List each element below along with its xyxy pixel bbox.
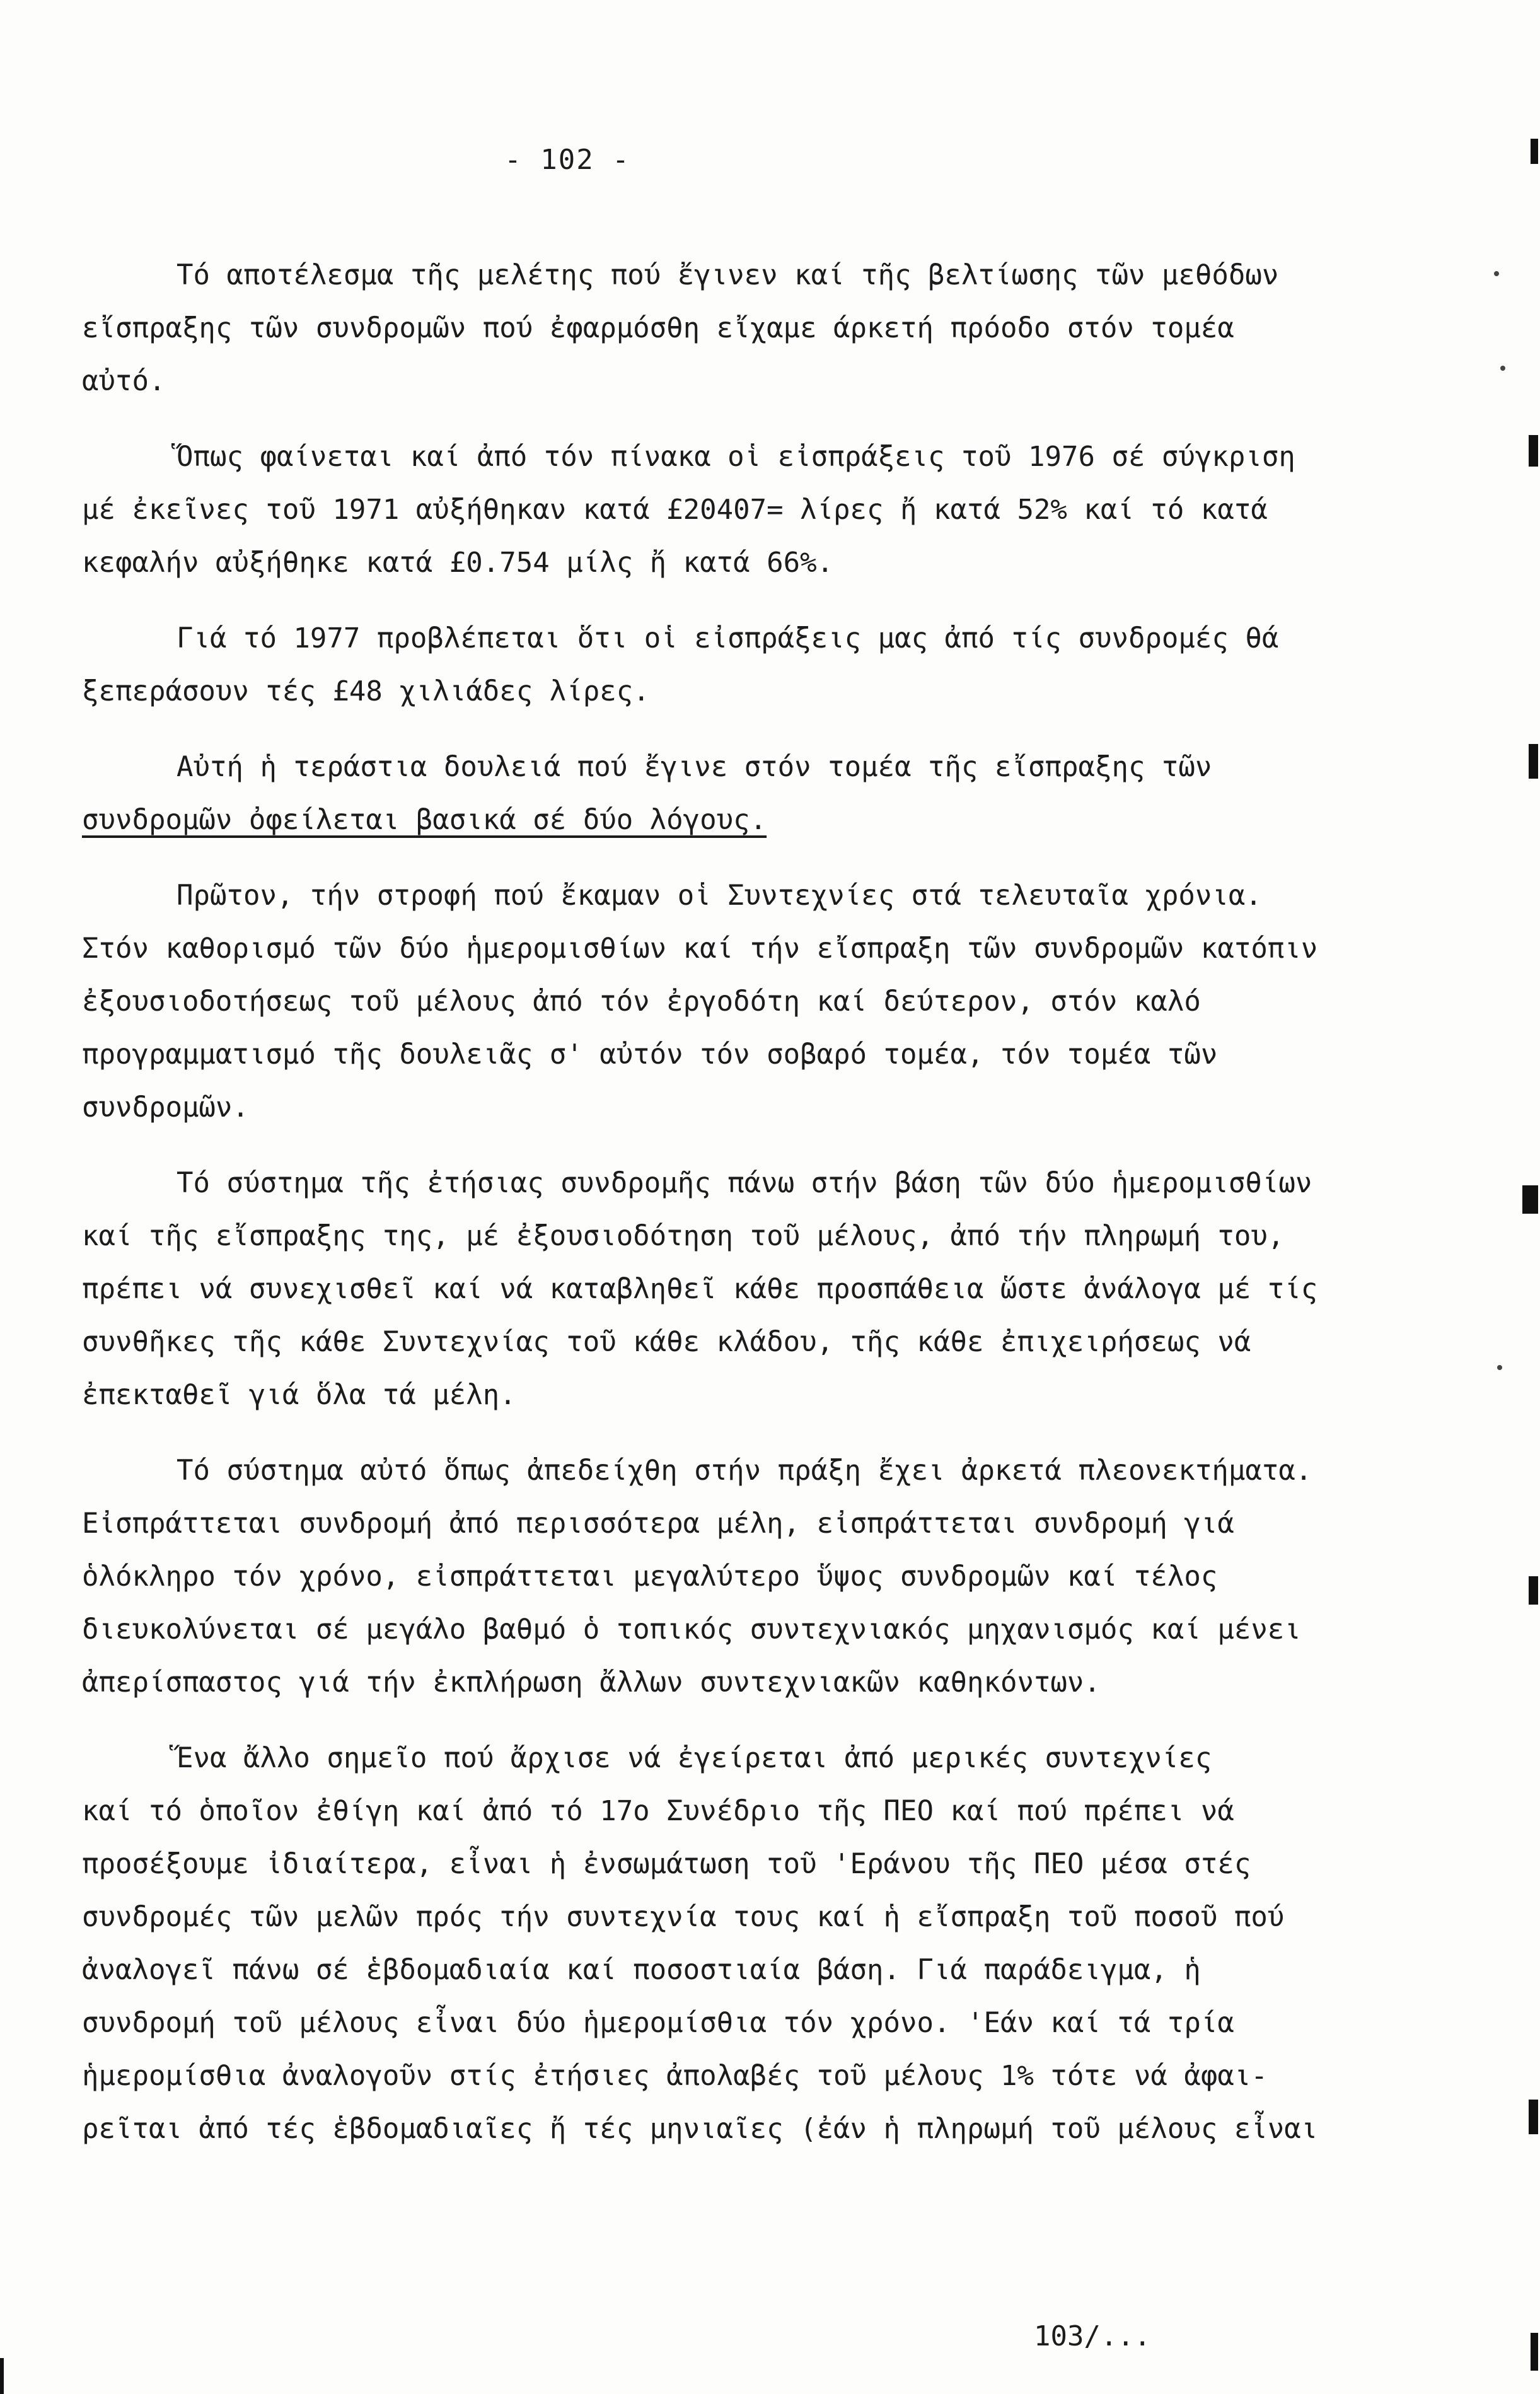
paragraph [82, 249, 1280, 408]
scan-speck [1500, 366, 1505, 371]
paragraph [82, 431, 1295, 590]
text-line: ὁλόκληρο τόν χρόνο, εἰσπράττεται μεγαλύτερο ὕψος συνδρομῶν καί τέλος [82, 1560, 1218, 1593]
paragraph [82, 1157, 1318, 1422]
paragraph [82, 869, 1318, 1134]
text-line: Αὐτή ἡ τεράστια δουλειά πού ἔγινε στόν τομέα τῆς εἴσπραξης τῶν [177, 751, 1212, 783]
scan-edge-mark [1531, 2333, 1538, 2371]
text-line: Εἰσπράττεται συνδρομή ἀπό περισσότερα μέλη, εἰσπράττεται συνδρομή γιά [82, 1508, 1234, 1540]
text-line: συνδρομῶν. [82, 1091, 249, 1124]
paragraph [82, 1732, 1318, 2156]
text-line: ρεῖται ἀπό τές ἑβδομαδιαῖες ἤ τές μηνιαῖες (ἐάν ἡ πληρωμή τοῦ μέλους εἶναι [82, 2113, 1318, 2145]
paragraph [82, 612, 1280, 718]
text-line: Ἕνα ἄλλο σημεῖο πού ἄρχισε νά ἐγείρεται ἀπό μερικές συντεχνίες [177, 1742, 1212, 1774]
continuation-page-ref: 103/... [1034, 2320, 1151, 2352]
text-line: πρέπει νά συνεχισθεῖ καί νά καταβληθεῖ κάθε προσπάθεια ὥστε ἀνάλογα μέ τίς [82, 1273, 1318, 1305]
scan-edge-mark [1529, 435, 1538, 467]
text-line: συνδρομές τῶν μελῶν πρός τήν συντεχνία τους καί ἡ εἴσπραξη τοῦ ποσοῦ πού [82, 1901, 1285, 1933]
text-line: Στόν καθορισμό τῶν δύο ἡμερομισθίων καί τήν εἴσπραξη τῶν συνδρομῶν κατόπιν [82, 933, 1318, 965]
scan-edge-mark [1522, 1185, 1538, 1214]
text-line-underlined: συνδρομῶν ὀφείλεται βασικά σέ δύο λόγους. [82, 804, 767, 836]
scan-edge-mark [1529, 1576, 1538, 1605]
text-line: διευκολύνεται σέ μεγάλο βαθμό ὁ τοπικός συντεχνιακός μηχανισμός καί μένει [82, 1613, 1301, 1646]
scan-edge-mark [0, 2358, 4, 2394]
scan-speck [1497, 1365, 1502, 1370]
paragraph [82, 741, 1280, 847]
body-text [82, 249, 1318, 2178]
page-number: - 102 - [504, 144, 630, 176]
text-line: εἴσπραξης τῶν συνδρομῶν πού ἐφαρμόσθη εἴχαμε άρκετή πρόοδο στόν τομέα [82, 312, 1234, 344]
text-line: προσέξουμε ἰδιαίτερα, εἶναι ἡ ἐνσωμάτωση τοῦ 'Εράνου τῆς ΠΕΟ μέσα στές [82, 1848, 1251, 1880]
text-line: Ὅπως φαίνεται καί ἀπό τόν πίνακα οἱ εἰσπράξεις τοῦ 1976 σέ σύγκριση [177, 441, 1295, 473]
text-line: κεφαλήν αὐξήθηκε κατά £0.754 μίλς ἤ κατά 66%. [82, 547, 834, 579]
text-line: ἀπερίσπαστος γιά τήν ἐκπλήρωση ἄλλων συντεχνιακῶν καθηκόντων. [82, 1666, 1101, 1699]
text-line: συνθῆκες τῆς κάθε Συντεχνίας τοῦ κάθε κλάδου, τῆς κάθε ἐπιχειρήσεως νά [82, 1326, 1251, 1358]
text-line: Γιά τό 1977 προβλέπεται ὅτι οἱ εἰσπράξεις μας ἀπό τίς συνδρομές θά [177, 622, 1279, 654]
text-line: ξεπεράσουν τές £48 χιλιάδες λίρες. [82, 675, 650, 707]
text-line: Τό σύστημα αὐτό ὅπως ἀπεδείχθη στήν πράξη ἔχει ἀρκετά πλεονεκτήματα. [177, 1455, 1312, 1487]
scan-edge-mark [1531, 139, 1538, 164]
text-line: καί τό ὁποῖον ἐθίγη καί ἀπό τό 17ο Συνέδριο τῆς ΠΕΟ καί πού πρέπει νά [82, 1795, 1234, 1827]
text-line: ἀναλογεῖ πάνω σέ ἑβδομαδιαία καί ποσοστιαία βάση. Γιά παράδειγμα, ἡ [82, 1954, 1201, 1986]
text-line: συνδρομή τοῦ μέλους εἶναι δύο ἡμερομίσθια τόν χρόνο. 'Εάν καί τά τρία [82, 2007, 1234, 2039]
text-line: αὐτό. [82, 365, 166, 397]
text-line: προγραμματισμό τῆς δουλειᾶς σ' αὐτόν τόν σοβαρό τομέα, τόν τομέα τῶν [82, 1038, 1218, 1071]
text-line: Πρῶτον, τήν στροφή πού ἔκαμαν οἱ Συντεχνίες στά τελευταῖα χρόνια. [177, 880, 1262, 912]
scan-edge-mark [1529, 2100, 1538, 2134]
text-line: ἐξουσιοδοτήσεως τοῦ μέλους ἀπό τόν ἐργοδότη καί δεύτερον, στόν καλό [82, 985, 1201, 1018]
scan-speck [1494, 271, 1499, 276]
paragraph [82, 1444, 1312, 1709]
text-line: Τό σύστημα τῆς ἐτήσιας συνδρομῆς πάνω στήν βάση τῶν δύο ἡμερομισθίων [177, 1167, 1312, 1199]
scan-edge-mark [1529, 744, 1538, 779]
text-line: ἡμερομίσθια ἀναλογοῦν στίς ἐτήσιες ἀπολαβές τοῦ μέλους 1% τότε νά ἀφαι- [82, 2060, 1268, 2092]
text-line: μέ ἐκεῖνες τοῦ 1971 αὐξήθηκαν κατά £20407= λίρες ἤ κατά 52% καί τό κατά [82, 494, 1268, 526]
text-line: ἐπεκταθεῖ γιά ὅλα τά μέλη. [82, 1379, 516, 1411]
text-line: καί τῆς εἴσπραξης της, μέ ἐξουσιοδότηση τοῦ μέλους, ἀπό τήν πληρωμή του, [82, 1220, 1285, 1252]
text-line: Τό αποτέλεσμα τῆς μελέτης πού ἔγινεν καί τῆς βελτίωσης τῶν μεθόδων [177, 259, 1279, 291]
